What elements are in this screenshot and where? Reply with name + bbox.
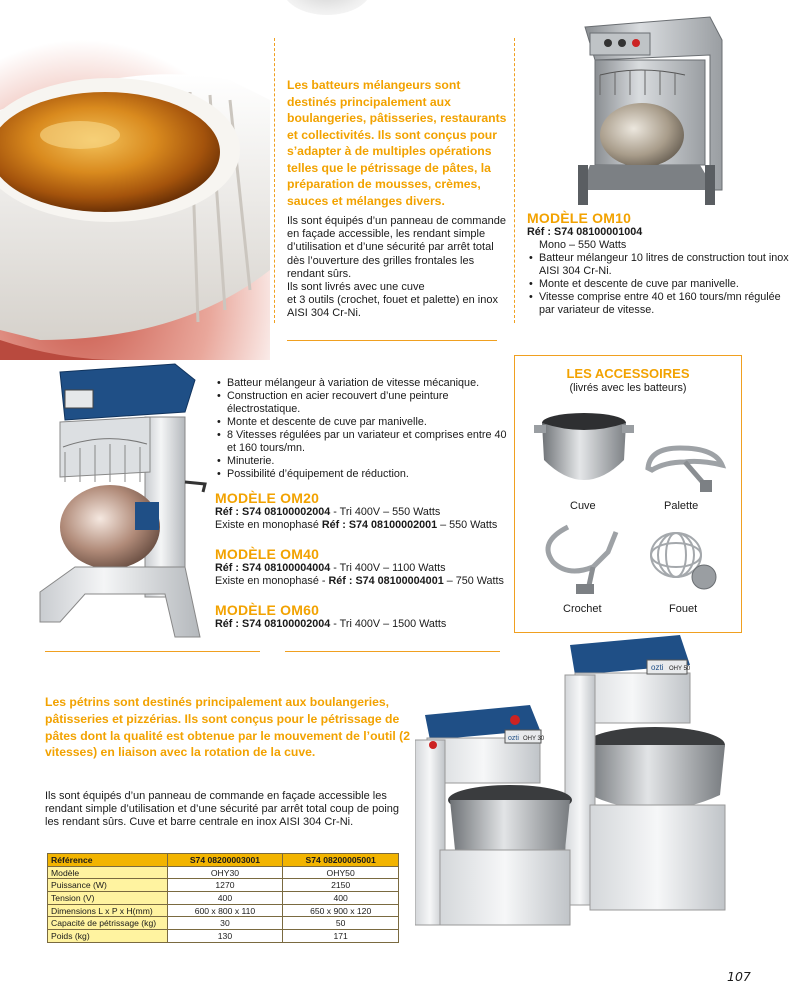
list-item: • Possibilité d’équipement de réduction.	[215, 468, 515, 481]
table-cell: 30	[167, 917, 283, 930]
table-cell: 171	[283, 930, 399, 943]
palette-icon	[640, 440, 730, 495]
divider-line	[274, 38, 275, 323]
model-title: MODÈLE OM10	[527, 210, 632, 226]
machine-brand: ozti	[651, 663, 664, 672]
machine-label: OHY 30	[523, 736, 545, 742]
model-title: MODÈLE OM20	[215, 490, 320, 506]
ref-label: Réf :	[527, 226, 554, 238]
whisk-icon	[646, 525, 721, 597]
model-om10	[527, 210, 797, 317]
accessory-label: Cuve	[570, 500, 596, 512]
ref-label: Réf :	[215, 562, 242, 574]
list-item: • Monte et descente de cuve par manivelle.	[527, 278, 797, 291]
table-row	[48, 917, 399, 930]
petrin-description: Ils sont équipés d’un panneau de commande en façade accessible les rendant simple d’utilisation et d’une sécurité par arrêt total coup de poing les rendant sûrs. Cuve et barre centrale en inox AISI 304 Cr-Ni.	[45, 790, 400, 828]
table-cell: 400	[283, 892, 399, 905]
table-cell: 2150	[283, 879, 399, 892]
list-item: • Construction en acier recouvert d’une peinture électrostatique.	[215, 390, 515, 416]
table-header: S74 08200005001	[283, 854, 399, 867]
accessory-label: Crochet	[563, 603, 602, 615]
table-cell: Tension (V)	[48, 892, 168, 905]
table-header-row	[48, 854, 399, 867]
table-cell: 650 x 900 x 120	[283, 904, 399, 917]
ref-label: Réf :	[215, 618, 242, 630]
model-mono-ref	[215, 575, 515, 588]
table-header: S74 08200003001	[167, 854, 283, 867]
ref-power: - Tri 400V – 550 Watts	[330, 506, 441, 518]
description-line: Ils sont livrés avec une cuve	[287, 281, 425, 294]
ref-label: Réf :	[321, 519, 349, 531]
mono-text: Existe en monophasé -	[215, 575, 329, 587]
accessories-subtitle: (livrés avec les batteurs)	[569, 382, 687, 394]
model-ref	[215, 562, 515, 575]
list-item: • Minuterie.	[215, 455, 515, 468]
description	[287, 215, 512, 321]
om10-bullet-list	[527, 252, 797, 317]
divider-line	[514, 38, 515, 323]
list-item: • Monte et descente de cuve par manivelle.	[215, 416, 515, 429]
model-title: MODÈLE OM40	[215, 546, 320, 562]
model-ref	[527, 226, 797, 239]
table-cell: Modèle	[48, 866, 168, 879]
table-cell: 1270	[167, 879, 283, 892]
model-om60	[215, 602, 515, 631]
machine-brand: ozti	[508, 735, 519, 742]
divider-line	[45, 651, 260, 652]
ref-power: – 750 Watts	[443, 575, 504, 587]
decorative-arc	[282, 0, 372, 15]
ref-code: S74 08100002004	[242, 618, 331, 630]
mixer-om20-image	[35, 362, 210, 642]
ref-code: S74 08100004001	[355, 575, 444, 587]
table-row	[48, 930, 399, 943]
ref-code: S74 08100004004	[242, 562, 331, 574]
ref-power: - Tri 400V – 1100 Watts	[330, 562, 446, 574]
petrin-intro: Les pétrins sont destinés principalement aux boulangeries, pâtisseries et pizzérias. Ils sont conçus pour le pétrissage de pâtes dont la qualité est obtenue par le mouvement de l’outil (2 vitesses) en liaison avec la rotation de la cuve.	[45, 695, 411, 760]
table-cell: Puissance (W)	[48, 879, 168, 892]
model-ref	[215, 618, 515, 631]
model-ref	[215, 506, 515, 519]
hook-icon	[538, 522, 628, 597]
table-cell: Poids (kg)	[48, 930, 168, 943]
table-cell: 600 x 800 x 110	[167, 904, 283, 917]
list-item: • Batteur mélangeur 10 litres de construction tout inox AISI 304 Cr-Ni.	[527, 252, 797, 278]
table-cell: 50	[283, 917, 399, 930]
divider-line	[287, 340, 497, 341]
spiral-mixers-image	[415, 635, 735, 935]
accessories-title: LES ACCESSOIRES	[566, 366, 690, 381]
description-line: et 3 outils (crochet, fouet et palette) en inox AISI 304 Cr-Ni.	[287, 294, 498, 320]
mono-text: Existe en monophasé	[215, 519, 322, 531]
list-item: • Batteur mélangeur à variation de vitesse mécanique.	[215, 377, 515, 390]
intro-text: Les batteurs mélangeurs sont destinés principalement aux boulangeries, pâtisseries, restaurants et collectivités. Ils sont conçus pour s’adapter à de multiples opérations telles que le pétrissage de pâtes, la préparation de mousses, crèmes, sauces et mélanges divers.	[287, 78, 507, 208]
mixer-om10-image	[570, 15, 730, 205]
page-number: 107	[727, 969, 751, 984]
ref-code: S74 08100002001	[348, 519, 438, 531]
bowl-icon	[532, 405, 637, 495]
table-row	[48, 892, 399, 905]
model-title: MODÈLE OM60	[215, 602, 320, 618]
table-row	[48, 866, 399, 879]
ref-power: - Tri 400V – 1500 Watts	[330, 618, 447, 630]
creme-brulee-photo	[0, 40, 270, 360]
model-mono-ref	[215, 519, 515, 532]
model-om40	[215, 546, 515, 588]
accessory-label: Fouet	[669, 603, 698, 615]
ref-label: Réf :	[215, 506, 242, 518]
model-power: Mono – 550 Watts	[539, 239, 627, 251]
table-cell: 400	[167, 892, 283, 905]
list-item: • Vitesse comprise entre 40 et 160 tours/mn régulée par variateur de vitesse.	[527, 291, 797, 317]
table-cell: 130	[167, 930, 283, 943]
machine-label: OHY 50	[669, 666, 691, 672]
ref-power: – 550 Watts	[437, 519, 498, 531]
table-cell: OHY50	[283, 866, 399, 879]
accessory-label: Palette	[664, 500, 699, 512]
spec-table	[47, 853, 399, 943]
model-om20	[215, 490, 515, 532]
description-line: Ils sont équipés d’un panneau de commande en façade accessible, les rendant simple d’utilisation et d’une sécurité par arrêt total dès l’ouverture des grilles frontales les rendant sûrs.	[287, 215, 506, 280]
om20-feature-list	[215, 377, 515, 481]
list-item: • 8 Vitesses régulées par un variateur et comprises entre 40 et 160 tours/mn.	[215, 429, 515, 455]
table-row	[48, 879, 399, 892]
table-header: Référence	[48, 854, 168, 867]
ref-label: Réf :	[328, 575, 356, 587]
table-cell: Dimensions L x P x H(mm)	[48, 904, 168, 917]
table-row	[48, 904, 399, 917]
ref-code: S74 08100002004	[242, 506, 331, 518]
ref-code: S74 08100001004	[554, 226, 643, 238]
table-cell: Capacité de pétrissage (kg)	[48, 917, 168, 930]
table-cell: OHY30	[167, 866, 283, 879]
